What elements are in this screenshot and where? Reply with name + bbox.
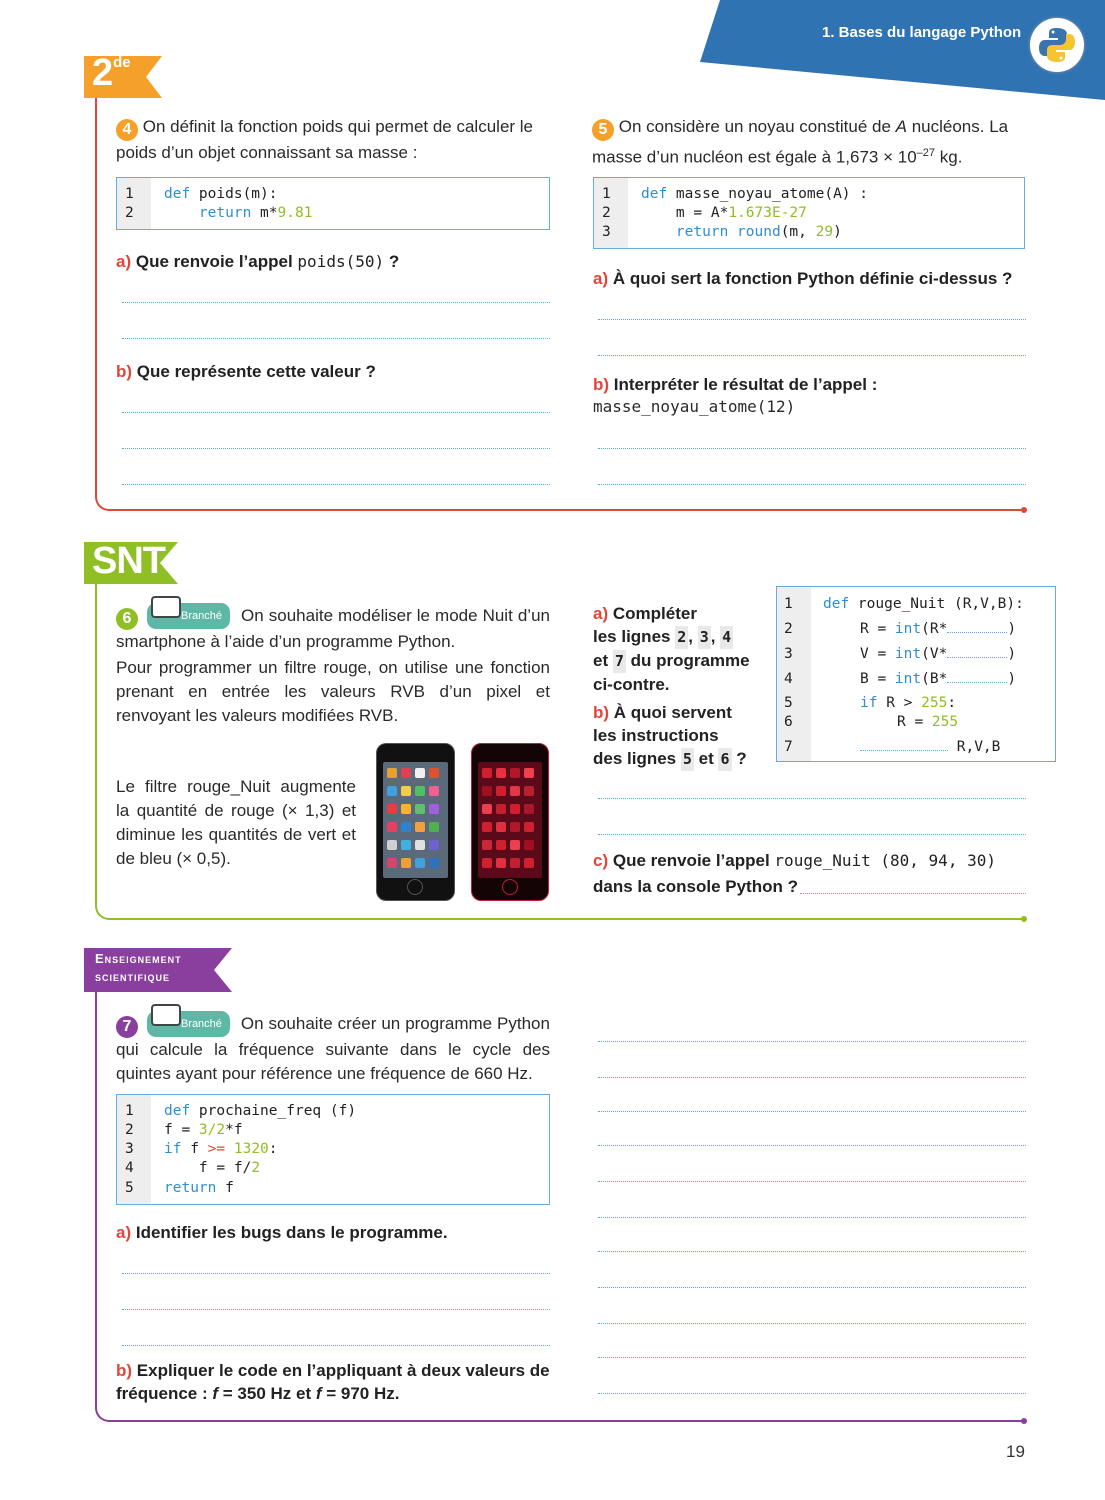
- ex6-line-num-2: 2: [784, 621, 793, 637]
- ex7-question-b: b) Expliquer le code en l’appliquant à deux valeurs de fréquence : f = 350 Hz et f = 970 Hz.: [116, 1361, 550, 1403]
- ex7-code-line-2: f = 3/2*f: [164, 1122, 243, 1138]
- page-number: 19: [1006, 1442, 1025, 1461]
- ex7-answer-line-r11[interactable]: [598, 1393, 1026, 1394]
- ex6-line-num-5: 5: [784, 695, 793, 711]
- ex5-code-line-3: return round(m, 29): [641, 224, 842, 240]
- ex7-answer-line-r5[interactable]: [598, 1181, 1026, 1182]
- level-es-line1: Enseignement: [95, 951, 182, 966]
- ex7-line-num-1: 1: [125, 1103, 134, 1119]
- section-2de-end-dot: [1021, 507, 1027, 513]
- ex5-line-num-1: 1: [602, 186, 611, 202]
- section-snt-end-dot: [1021, 916, 1027, 922]
- ex7-branche-badge: Branché: [147, 1011, 230, 1037]
- ex5-question-a: a) À quoi sert la fonction Python définie ci-dessus ?: [593, 269, 1013, 288]
- ex4-number: 4: [116, 119, 138, 141]
- ex7-intro-block: 7 Branché On souhaite créer un programme Python qui calcule la fréquence suivante dans le cycle des quintes ayant pour référence une fréquence de 660 Hz.: [116, 1011, 550, 1086]
- ex6-number: 6: [116, 608, 138, 630]
- ex7-answer-line-r1[interactable]: [598, 1041, 1026, 1042]
- ex7-answer-line-r3[interactable]: [598, 1111, 1026, 1112]
- ex7-answer-line-a2[interactable]: [122, 1309, 550, 1310]
- ex6-code-line-6: R = 255: [897, 714, 959, 730]
- ex7-answer-line-r7[interactable]: [598, 1251, 1026, 1252]
- ex7-answer-line-r8[interactable]: [598, 1287, 1026, 1288]
- ex7-code-block: [116, 1094, 550, 1205]
- ex6-answer-line-b2[interactable]: [598, 834, 1026, 835]
- ex5-answer-line-b1[interactable]: [598, 448, 1026, 449]
- ex7-answer-line-r6[interactable]: [598, 1217, 1026, 1218]
- level-snt-label: SNT: [92, 540, 165, 582]
- ex5-code-block: [593, 177, 1025, 249]
- ex7-line-num-2: 2: [125, 1122, 134, 1138]
- ex4-answer-line-b2[interactable]: [122, 448, 550, 449]
- ex7-code-line-5: return f: [164, 1180, 234, 1196]
- ex5-code-line-2: m = A*1.673E-27: [641, 205, 807, 221]
- level-2de-main: 2: [92, 52, 114, 94]
- ex7-answer-line-r10[interactable]: [598, 1357, 1026, 1358]
- ex6-question-b: b) À quoi servent les instructions des lignes 5 et 6 ?: [593, 701, 763, 771]
- ex6-line-num-3: 3: [784, 646, 793, 662]
- ex4-answer-line-b3[interactable]: [122, 484, 550, 485]
- ex7-answer-line-r9[interactable]: [598, 1323, 1026, 1324]
- ex4-line-num-1: 1: [125, 186, 134, 202]
- ex4-code-line-1: def poids(m):: [164, 186, 278, 202]
- ex7-answer-line-a1[interactable]: [122, 1273, 550, 1274]
- ex7-question-a: a) Identifier les bugs dans le programme.: [116, 1223, 448, 1242]
- ex6-branche-badge: Branché: [147, 603, 230, 629]
- ex7-code-line-4: f = f/2: [164, 1160, 261, 1176]
- ex7-line-num-3: 3: [125, 1141, 134, 1157]
- ex6-code-line-5: if R > 255:: [860, 695, 957, 711]
- phone-normal-image: [376, 743, 455, 901]
- ex6-code-line-4: B = int(B* ): [860, 671, 1017, 687]
- ex6-code-line-3: V = int(V* ): [860, 646, 1017, 662]
- ex4-question-b: b) Que représente cette valeur ?: [116, 362, 376, 381]
- ex4-intro: On définit la fonction poids qui permet de calculer le poids d’un objet connaissant sa masse :: [116, 117, 534, 162]
- level-es-line2: scientifique: [95, 969, 171, 984]
- ex4-answer-line-b1[interactable]: [122, 412, 550, 413]
- level-es-label: [95, 950, 182, 986]
- level-2de-sup: de: [113, 54, 131, 71]
- ex7-line-num-4: 4: [125, 1160, 134, 1176]
- ex7-answer-line-r4[interactable]: [598, 1145, 1026, 1146]
- ex7-code-line-1: def prochaine_freq (f): [164, 1103, 357, 1119]
- vr-headset-icon: [151, 596, 181, 618]
- ex5-answer-line-a2[interactable]: [598, 355, 1026, 356]
- ex7-answer-line-a3[interactable]: [122, 1345, 550, 1346]
- ex4-intro-block: [116, 115, 550, 165]
- ex6-line-num-4: 4: [784, 671, 793, 687]
- ex6-code-line-2: R = int(R* ): [860, 621, 1017, 637]
- ex5-question-b-code: masse_noyau_atome(12): [593, 397, 796, 416]
- ex6-intro-3: Le filtre rouge_Nuit augmente la quantité de rouge (× 1,3) et diminue les quantités de vert et de bleu (× 0,5).: [116, 777, 356, 868]
- ex5-number: 5: [592, 119, 614, 141]
- ex5-question-b: b) Interpréter le résultat de l’appel :: [593, 375, 878, 394]
- ex6-line-num-6: 6: [784, 714, 793, 730]
- ex7-line-num-5: 5: [125, 1180, 134, 1196]
- ex6-blank-4[interactable]: [947, 682, 1007, 683]
- phone-night-image: [471, 743, 549, 901]
- ex6-intro-2: Pour programmer un filtre rouge, on utilise une fonction prenant en entrée les valeurs RVB d’un pixel et renvoyant les valeurs modifiées RVB.: [116, 658, 550, 725]
- ex6-code-block: [776, 586, 1056, 762]
- ex6-code-line-1: def rouge_Nuit (R,V,B):: [823, 596, 1024, 612]
- ex6-line-num-1: 1: [784, 596, 793, 612]
- ex6-intro-1: 6 Branché On souhaite modéliser le mode Nuit d’un smartphone à l’aide d’un programme Python.: [116, 603, 550, 654]
- ex4-answer-line-a1[interactable]: [122, 302, 550, 303]
- ex5-line-num-3: 3: [602, 224, 611, 240]
- ex6-code-line-7: R,V,B: [860, 738, 1000, 757]
- ex4-answer-line-a2[interactable]: [122, 338, 550, 339]
- ex7-number: 7: [116, 1016, 138, 1038]
- ex6-answer-line-b1[interactable]: [598, 798, 1026, 799]
- ex7-code-line-3: if f >= 1320:: [164, 1141, 278, 1157]
- ex6-question-c-line2: dans la console Python ?: [593, 877, 798, 896]
- ex5-line-num-2: 2: [602, 205, 611, 221]
- vr-headset-icon: [151, 1004, 181, 1026]
- ex5-answer-line-a1[interactable]: [598, 319, 1026, 320]
- ex6-question-a: a) Compléter les lignes 2 , 3 , 4 et 7 du programme ci-contre.: [593, 604, 750, 694]
- ex6-blank-7[interactable]: [860, 750, 948, 751]
- ex4-line-num-2: 2: [125, 205, 134, 221]
- ex4-code-block: [116, 177, 550, 230]
- ex4-question-a: a) Que renvoie l’appel poids(50) ?: [116, 252, 400, 271]
- ex6-answer-line-c1[interactable]: [800, 893, 1026, 894]
- python-logo-icon: [1030, 18, 1084, 72]
- ex6-blank-3[interactable]: [947, 657, 1007, 658]
- ex6-line-num-7: 7: [784, 739, 793, 755]
- ex4-code-line-2: return m*9.81: [164, 205, 313, 221]
- ex5-code-line-1: def masse_noyau_atome(A) :: [641, 186, 868, 202]
- ex5-intro-block: 5 On considère un noyau constitué de A nucléons. La masse d’un nucléon est égale à $1,673 \times 10^{-27}$ kg.: [592, 117, 1009, 167]
- ex7-answer-line-r2[interactable]: [598, 1077, 1026, 1078]
- ex6-question-c: c) Que renvoie l’appel rouge_Nuit (80, 94, 30): [593, 851, 996, 870]
- header-title: 1. Bases du langage Python: [822, 24, 1022, 41]
- section-es-end-dot: [1021, 1418, 1027, 1424]
- ex5-answer-line-b2[interactable]: [598, 484, 1026, 485]
- ex6-blank-2[interactable]: [947, 632, 1007, 633]
